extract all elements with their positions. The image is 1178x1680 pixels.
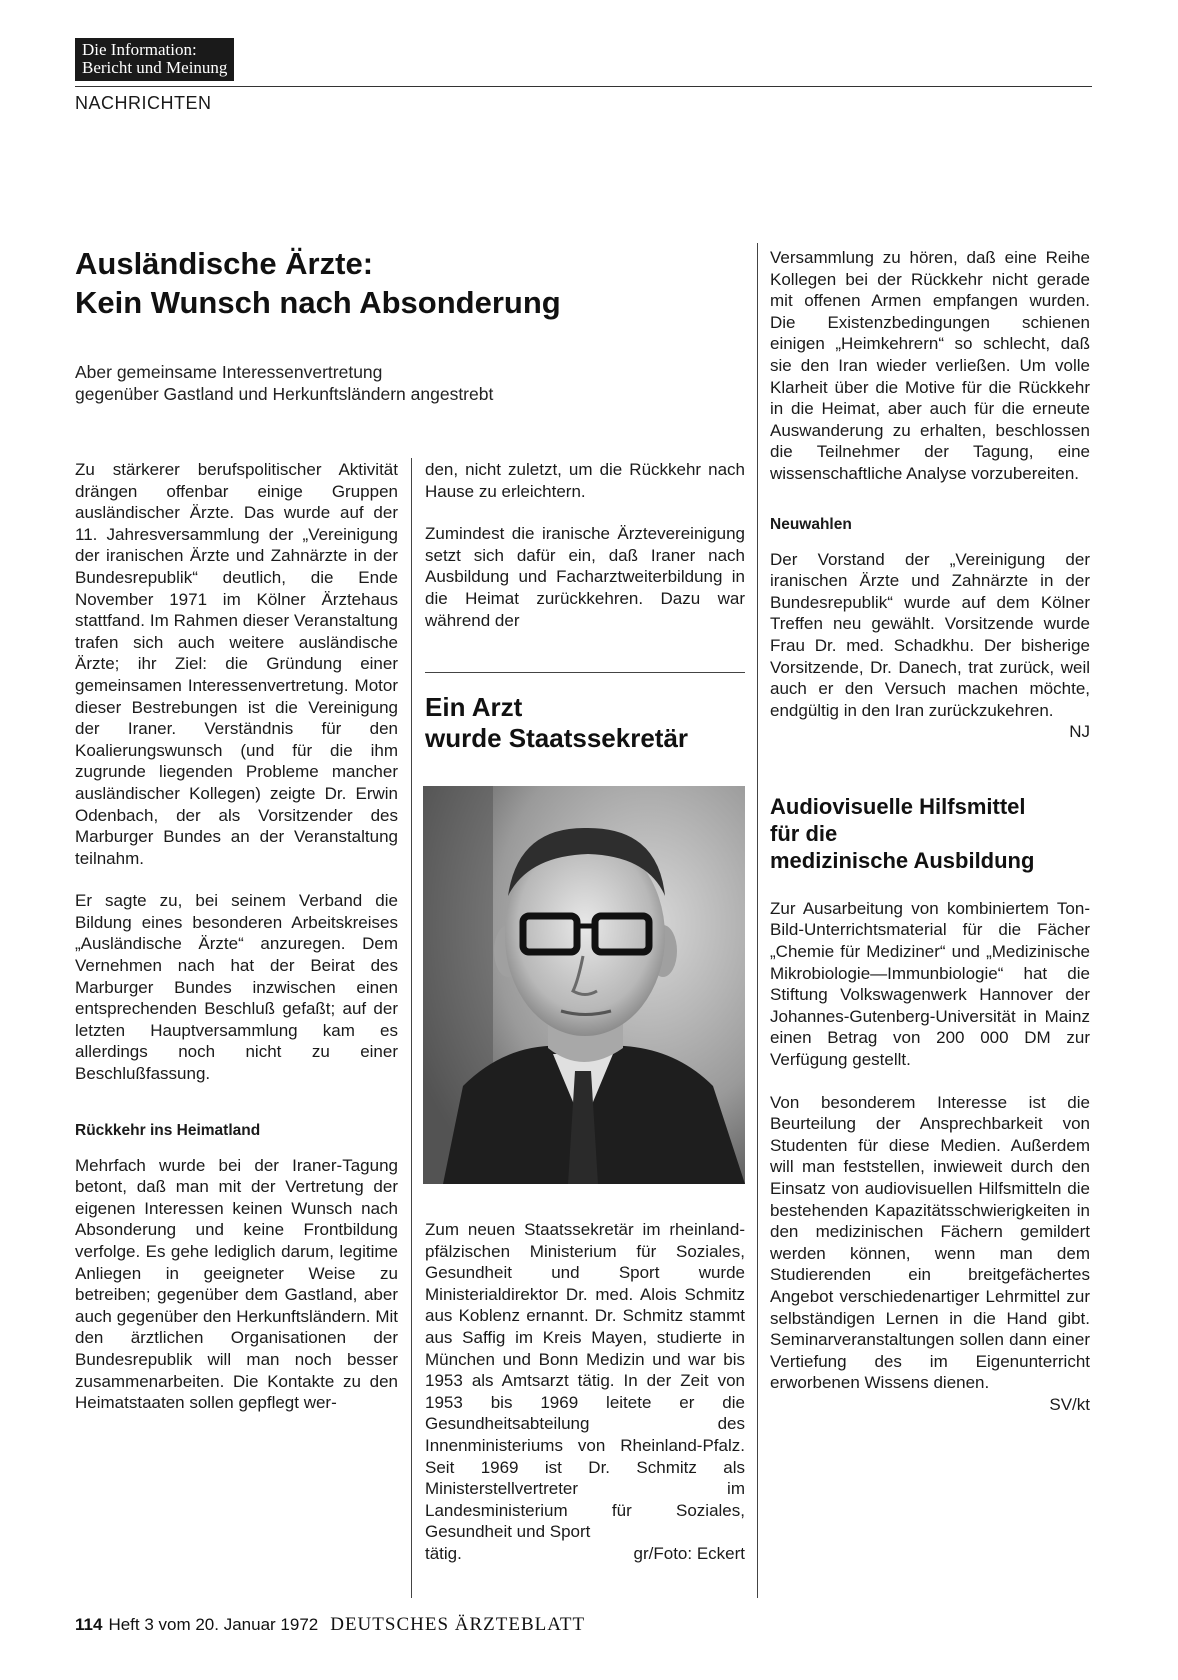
subhead-neuwahlen: Neuwahlen: [770, 515, 852, 533]
masthead-line-2: Bericht und Meinung: [82, 58, 228, 77]
column-2: [425, 459, 745, 631]
box-rule: [425, 672, 745, 673]
title-line-1: Audiovisuelle Hilfsmittel: [770, 793, 1026, 819]
staatssekretaer-body: [425, 1219, 745, 1565]
column-3: [770, 247, 1090, 1416]
last-word: tätig.: [425, 1543, 462, 1563]
signoff-line: [770, 1394, 1090, 1416]
masthead-badge: [75, 38, 234, 81]
box-title-line-1: Ein Arzt: [425, 692, 523, 722]
headline-line-2: Kein Wunsch nach Absonderung: [75, 285, 561, 320]
paragraph: Von besonderem Interesse ist die Beurteilung der Ansprechbarkeit von Studenten für diese Medien. Außerdem will man feststellen, inwieweit durch den Einsatz von audiovisuellen Hilfsmitteln die bestehenden Kapazitätsschwierigkeiten in den medizinischen Fächern gemildert werden können, wenn man dem Studierenden ein breitgefächertes Angebot verschiedenartiger Lehrmittel zur selbständigen Lernen in die Hand gibt. Seminarveranstaltungen sollen dann einer Vertiefung des im Eigenunterricht erworbenen Wissens dienen.: [770, 1092, 1090, 1393]
column-divider: [757, 243, 758, 1598]
journal-name: DEUTSCHES ÄRZTEBLATT: [330, 1614, 586, 1635]
photo-credit: gr/Foto: Eckert: [633, 1543, 745, 1563]
paragraph: Er sagte zu, bei seinem Verband die Bildung eines besonderen Arbeitskreises „Ausländische Ärzte“ anzuregen. Dem Vernehmen nach hat der Beirat des Marburger Bundes inzwischen einen entsprechenden Beschluß gefaßt; auf der letzten Hauptversammlung kam es allerdings noch nicht zu einer Beschlußfassung.: [75, 891, 398, 1084]
paragraph: Versammlung zu hören, daß eine Reihe Kollegen bei der Rückkehr nicht gerade mit offenen Armen empfangen wurden. Die Existenzbedingungen schienen einigen „Heimkehrern“ so schlecht, daß sie den Iran wieder verließen. Um volle Klarheit über die Motive für die Rückkehr in die Heimat, aber auch für die erneute Auswanderung zu erhalten, beschlossen die Teilnehmer der Tagung, eine wissenschaftliche Analyse vorzubereiten.: [770, 248, 1090, 483]
portrait-photo-graphic: [423, 786, 745, 1184]
paragraph: Zum neuen Staatssekretär im rheinland-pfälzischen Ministerium für Soziales, Gesundheit und Sport wurde Ministerialdirektor Dr. med. Alois Schmitz aus Koblenz ernannt. Dr. Schmitz stammt aus Saffig im Kreis Mayen, studierte in München und Bonn Medizin und war bis 1953 als Amtsarzt tätig. In der Zeit von 1953 bis 1969 leitete er die Gesundheitsabteilung des Innenministeriums von Rheinland-Pfalz. Seit 1969 ist Dr. Schmitz als Ministerstellvertreter im Landesministerium für Soziales, Gesundheit und Sport: [425, 1220, 745, 1542]
subtitle-line-2: gegenüber Gastland und Herkunftsländern angestrebt: [75, 384, 494, 404]
audiovisuell-title: [770, 793, 1090, 874]
photo-credit-line: [425, 1543, 745, 1565]
column-divider: [411, 458, 412, 1598]
headline-line-1: Ausländische Ärzte:: [75, 246, 374, 281]
signoff-svkt: SV/kt: [1049, 1394, 1090, 1414]
subhead-rueckkehr: Rückkehr ins Heimatland: [75, 1121, 261, 1139]
top-rule: [75, 86, 1092, 87]
issue-info: Heft 3 vom 20. Januar 1972: [108, 1615, 319, 1634]
box-title-line-2: wurde Staatssekretär: [425, 723, 689, 753]
portrait-photo: [423, 786, 745, 1184]
page-number: 114: [75, 1615, 103, 1634]
title-line-3: medizinische Ausbildung: [770, 847, 1035, 873]
paragraph: Der Vorstand der „Vereinigung der iranischen Ärzte und Zahnärzte in der Bundesrepublik“ wurde auf dem Kölner Treffen neu gewählt. Vorsitzende wurde Frau Dr. med. Schadkhu. Der bisherige Vorsitzende, Dr. Danech, trat zurück, weil auch er den Versuch machen möchte, endgültig in den Iran zurückzukehren.: [770, 549, 1090, 720]
paragraph: Zumindest die iranische Ärztevereinigung setzt sich dafür ein, daß Iraner nach Ausbildung und Facharztweiterbildung in die Heimat zurückkehren. Dazu war während der: [425, 524, 745, 630]
article-headline: [75, 244, 561, 322]
title-line-2: für die: [770, 820, 838, 846]
paragraph: den, nicht zuletzt, um die Rückkehr nach Hause zu erleichtern.: [425, 460, 745, 501]
paragraph: Zur Ausarbeitung von kombiniertem Ton-Bild-Unterrichtsmaterial für die Fächer „Chemie für Mediziner“ und „Medizinische Mikrobiologie—Immunbiologie“ hat die Stiftung Volkswagenwerk Hannover der Johannes-Gutenberg-Universität in Mainz einen Betrag von 200 000 DM zur Verfügung gestellt.: [770, 898, 1090, 1070]
signoff-line: [770, 721, 1090, 743]
section-label: NACHRICHTEN: [75, 93, 212, 113]
column-1: [75, 459, 398, 1414]
paragraph: Zu stärkerer berufspolitischer Aktivität drängen offenbar einige Gruppen ausländischer Ärzte. Das wurde auf der 11. Jahresversammlung der „Vereinigung der iranischen Ärzte und Zahnärzte in der Bundesrepublik“ deutlich, die Ende November 1971 im Kölner Ärztehaus stattfand. Im Rahmen dieser Veranstaltung trafen sich auch weitere ausländische Ärzte; ihr Ziel: die Gründung einer gemeinsamen Interessenvertretung. Motor dieser Bestrebungen ist die Vereinigung der Iraner. Verständnis für den Koalierungswunsch (und für die ihm zugrunde liegenden Probleme mancher ausländischer Kollegen) zeigte Dr. Erwin Odenbach, der als Vorsitzender des Marburger Bundes an der Veranstaltung teilnahm.: [75, 460, 398, 868]
page-footer: [75, 1614, 585, 1636]
paragraph: Mehrfach wurde bei der Iraner-Tagung betont, daß man mit der Vertretung der eigenen Interessen keinen Wunsch nach Absonderung und keine Frontbildung verfolge. Es gehe lediglich darum, legitime Anliegen in geeigneter Weise zu betreiben; gegenüber dem Gastland, aber auch gegenüber den Herkunftsländern. Mit den ärztlichen Organisationen der Bundesrepublik will man noch besser zusammenarbeiten. Die Kontakte zu den Heimatstaaten sollen gepflegt wer-: [75, 1155, 398, 1413]
article-subtitle: [75, 361, 493, 405]
masthead-line-1: Die Information:: [82, 40, 197, 59]
staatssekretaer-title: [425, 692, 688, 754]
signoff-nj: NJ: [1069, 722, 1090, 742]
subtitle-line-1: Aber gemeinsame Interessenvertretung: [75, 362, 383, 382]
